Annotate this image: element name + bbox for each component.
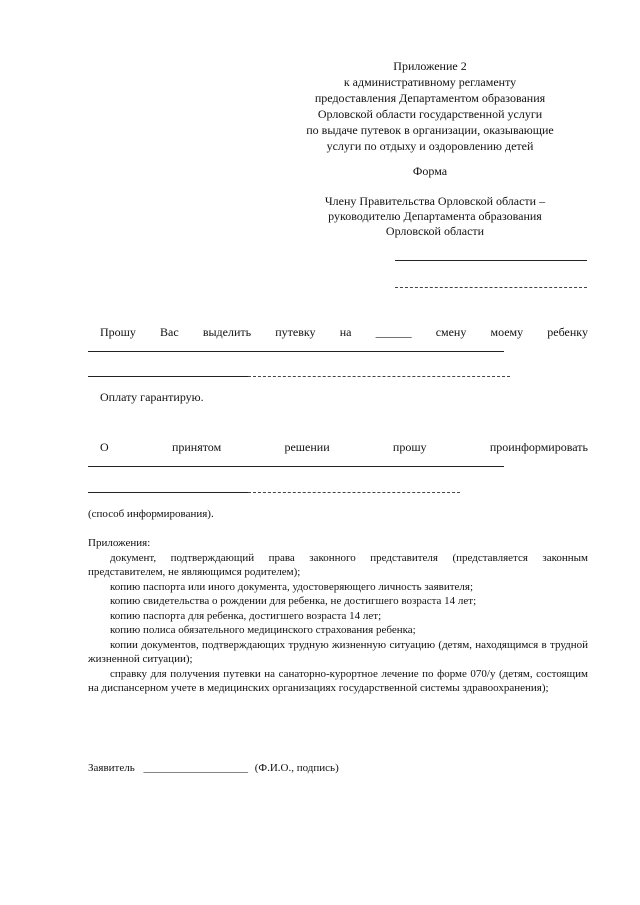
appendix-line: по выдаче путевок в организации, оказывающие <box>306 123 554 137</box>
child-info-line-1[interactable] <box>88 351 504 352</box>
shift-blank[interactable]: ______ <box>375 325 412 339</box>
request-word: на <box>339 325 352 339</box>
appendix-line: предоставления Департаментом образования <box>314 91 546 105</box>
attachment-item: копию паспорта или иного документа, удостоверяющего личность заявителя; <box>110 580 473 593</box>
request-word: ребенку <box>547 325 588 339</box>
recipient-line: руководителю Департамента образования <box>328 209 542 223</box>
inform-method-line-2b[interactable] <box>248 492 460 493</box>
signature-label: Заявитель <box>88 762 135 774</box>
appendix-header <box>250 58 610 154</box>
appendix-line: услуги по отдыху и оздоровлению детей <box>326 139 534 153</box>
recipient-block <box>250 194 620 239</box>
signature-note: (Ф.И.О., подпись) <box>254 762 339 774</box>
appendix-line: Приложение 2 <box>393 59 467 73</box>
applicant-name-line[interactable] <box>395 260 587 261</box>
request-word: смену <box>435 325 467 339</box>
request-word: Прошу <box>100 325 136 339</box>
request-word: моему <box>490 325 524 339</box>
attachment-item: копию паспорта для ребенка, достигшего возраста 14 лет; <box>110 609 382 622</box>
inform-word: О <box>100 440 109 454</box>
attachment-item: копии документов, подтверждающих трудную жизненную ситуацию (детям, находящимся в трудной жизненной ситуации); <box>88 638 588 665</box>
request-word: Вас <box>160 325 179 339</box>
recipient-line: Члену Правительства Орловской области – <box>324 194 546 208</box>
recipient-line: Орловской области <box>385 224 485 238</box>
inform-word: прошу <box>392 440 427 454</box>
attachment-item: копию свидетельства о рождении для ребенка, не достигшего возраста 14 лет; <box>110 595 477 607</box>
payment-guarantee: Оплату гарантирую. <box>100 390 204 404</box>
signature-row <box>88 762 339 774</box>
inform-word: принятом <box>171 440 222 454</box>
attachment-item: документ, подтверждающий права законного представителя (представляется законным представителем, не являющимся родителем); <box>88 551 588 578</box>
child-info-line-2b[interactable] <box>248 376 510 377</box>
inform-method-note: (способ информирования). <box>88 508 214 520</box>
inform-word: решении <box>284 440 330 454</box>
attachments-title: Приложения: <box>88 537 151 549</box>
request-word: выделить <box>202 325 252 339</box>
inform-word: проинформировать <box>489 440 588 454</box>
child-info-line-2[interactable] <box>88 376 248 377</box>
applicant-address-line[interactable] <box>395 287 587 288</box>
request-row <box>100 325 588 340</box>
appendix-line: Орловской области государственной услуги <box>317 107 543 121</box>
signature-blank[interactable]: ___________________ <box>143 762 248 774</box>
attachments-section <box>88 536 588 696</box>
form-label: Форма <box>412 164 448 178</box>
appendix-line: к административному регламенту <box>343 75 517 89</box>
inform-row <box>100 440 588 455</box>
attachment-item: справку для получения путевки на санаторно-курортное лечение по форме 070/у (детям, состоящим на диспансерном учете в медицинских организациях государственной системы здравоохранения); <box>88 667 588 694</box>
inform-method-line-1[interactable] <box>88 466 504 467</box>
attachment-item: копию полиса обязательного медицинского страхования ребенка; <box>110 624 416 636</box>
inform-method-line-2[interactable] <box>88 492 248 493</box>
request-word: путевку <box>275 325 316 339</box>
